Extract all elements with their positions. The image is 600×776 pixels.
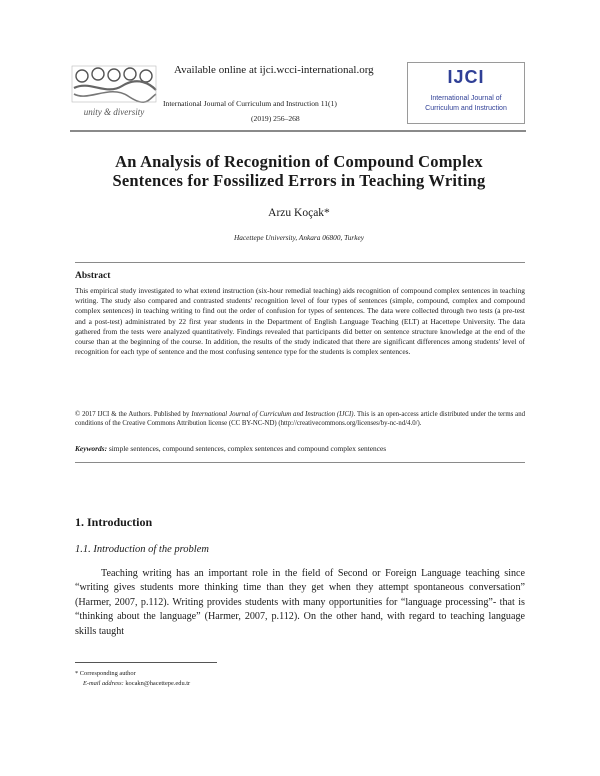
ijci-subtitle: International Journal of Curriculum and Instruction: [425, 95, 507, 112]
abstract-divider-bottom: [75, 462, 525, 463]
footnote-divider: [75, 662, 217, 663]
copyright-notice: © 2017 IJCI & the Authors. Published by International Journal of Curriculum and Instruction (IJCI). This is an open-access article distributed under the terms and conditions of the Creative Commons Attribution license (CC BY-NC-ND) (http://creativecommons.org/licenses/by-nc-nd/4.0/).: [75, 411, 525, 428]
author-affiliation: Hacettepe University, Ankara 06800, Turkey: [234, 233, 364, 242]
ijci-logo-box: [407, 62, 525, 124]
abstract-divider-top: [75, 262, 525, 263]
subsection-heading: 1.1. Introduction of the problem: [75, 544, 209, 555]
abstract-text: This empirical study investigated to what extend instruction (six-hour remedial teaching) aids recognition of compound complex sentences in teaching writing. The study also compared and contrasted students' recognition level of four types of sentences (simple, compound, complex and compound complex sentences) in teaching writing to find out the order of confusion for types of sentences. The data were collected through two tests (a pre-test and a post-test) administrated by 22 first year students in the Department of English Language Teaching (ELT) at Hacettepe University. The data gathered from the tests were analyzed quantitatively. Findings revealed that participants did better on sentence structure knowledge at the end of the course than at the beginning of the course. In addition, the results of the study indicated that there are significant differences among students' level of recognition for each type of sentence and the most confusing sentence type for the students is complex sentences.: [75, 286, 525, 357]
abstract-heading: Abstract: [75, 271, 111, 281]
body-paragraph: Teaching writing has an important role in the field of Second or Foreign Language teaching since “writing gives students more thinking time than they get when they attempt spontaneous conversation” (Harmer, 2007, p.112). Writing provides students with many opportunities for “language processing”- that is “thinking about the language” (Harmer, 2007, p.112). On the other hand, with regard to teaching language skills taught: [75, 568, 525, 637]
license-link[interactable]: http://creativecommons.org/licenses/by-nc-nd/4.0/: [280, 420, 418, 428]
unity-diversity-logo: [70, 62, 158, 120]
journal-pages: (2019) 256–268: [251, 114, 300, 123]
ijci-title: IJCI: [447, 67, 485, 87]
keywords: Keywords: simple sentences, compound sentences, complex sentences and compound complex sentences: [75, 444, 387, 453]
section-heading: 1. Introduction: [75, 515, 153, 529]
author-name: Arzu Koçak*: [268, 207, 330, 219]
journal-citation: International Journal of Curriculum and Instruction 11(1): [163, 99, 337, 108]
available-online: Available online at ijci.wcci-international.org: [174, 64, 374, 76]
footnote-corresponding: * Corresponding author: [75, 670, 136, 677]
footnote-email: E-mail address: kocakn@hacettepe.edu.tr: [83, 680, 191, 687]
logo-caption: unity & diversity: [83, 107, 145, 117]
header-divider: [70, 130, 526, 132]
paper-title: An Analysis of Recognition of Compound Complex Sentences for Fossilized Errors in Teaching Writing: [112, 152, 486, 190]
